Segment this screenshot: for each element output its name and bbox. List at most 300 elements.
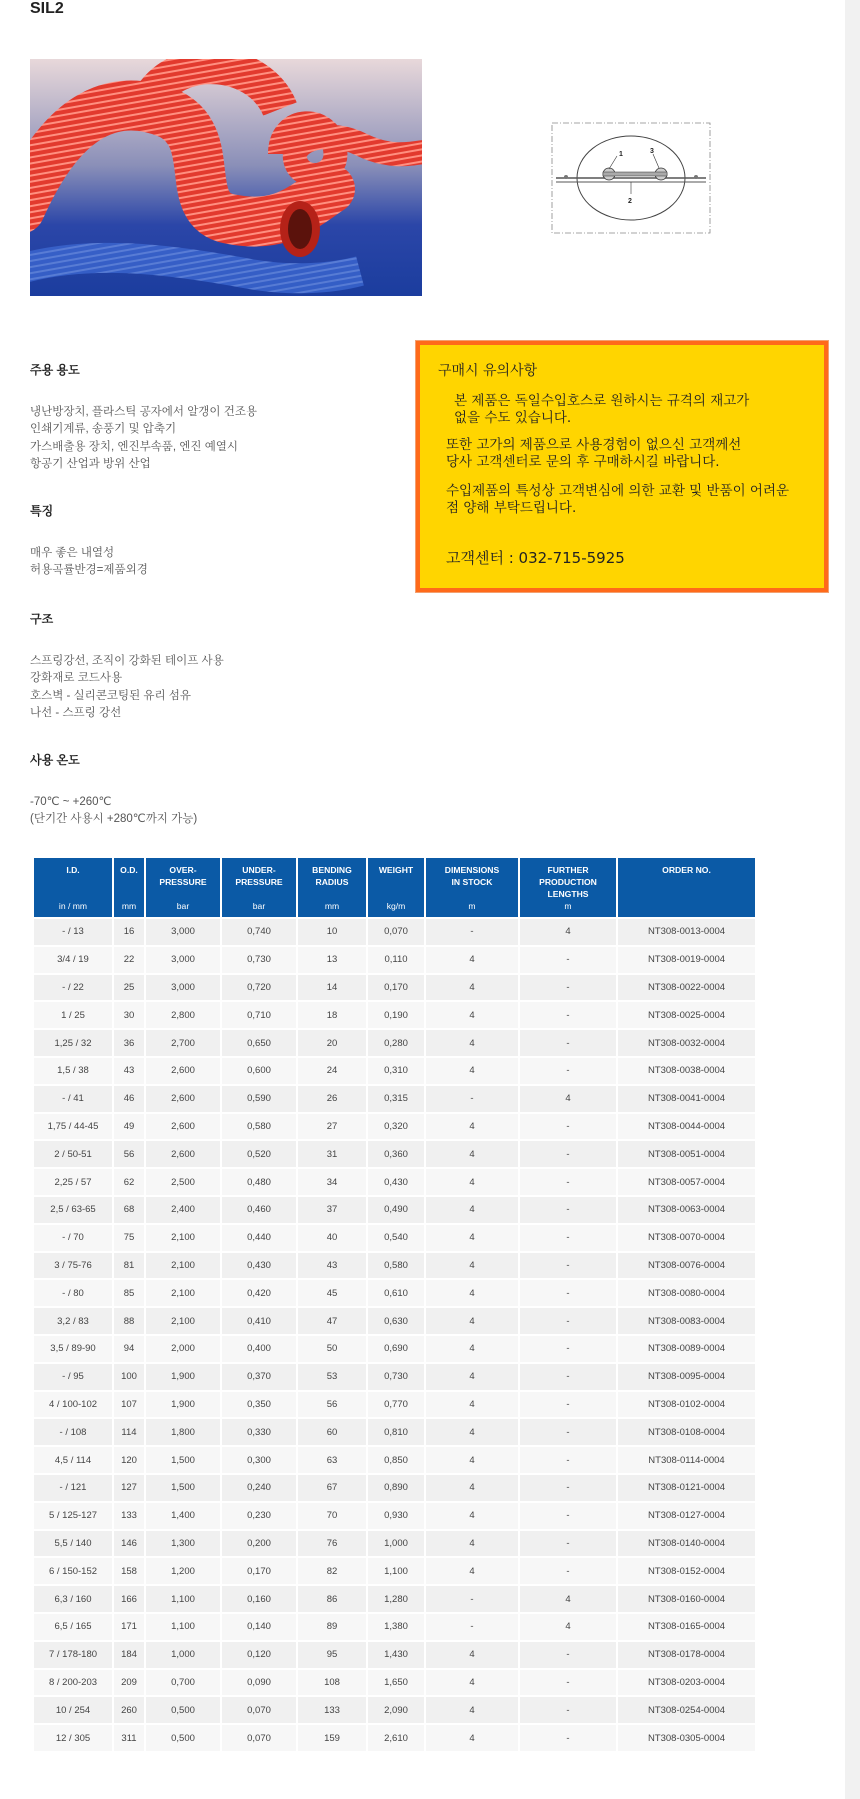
table-cell-id: 12 / 305 — [34, 1725, 112, 1753]
table-cell-further-production-lengths: - — [520, 1558, 616, 1586]
table-cell-order-no: NT308-0063-0004 — [618, 1197, 755, 1225]
table-cell-order-no: NT308-0165-0004 — [618, 1614, 755, 1642]
table-cell-under-pressure: 0,070 — [222, 1697, 296, 1725]
table-cell-id: 5,5 / 140 — [34, 1531, 112, 1559]
column-header-label: ORDER NO. — [662, 865, 711, 875]
table-cell-weight: 0,110 — [368, 947, 424, 975]
table-cell-order-no: NT308-0070-0004 — [618, 1225, 755, 1253]
table-cell-dimensions-in-stock: 4 — [426, 1197, 518, 1225]
table-header-row — [34, 858, 755, 919]
table-cell-over-pressure: 2,700 — [146, 1030, 220, 1058]
table-cell-weight: 1,280 — [368, 1586, 424, 1614]
table-cell-od: 146 — [114, 1531, 144, 1559]
table-cell-id: 2,5 / 63-65 — [34, 1197, 112, 1225]
table-cell-under-pressure: 0,520 — [222, 1141, 296, 1169]
table-cell-od: 43 — [114, 1058, 144, 1086]
table-cell-dimensions-in-stock: 4 — [426, 1280, 518, 1308]
table-row — [34, 1002, 755, 1030]
table-cell-over-pressure: 3,000 — [146, 975, 220, 1003]
column-header-over-pressure — [146, 858, 220, 919]
table-cell-bending-radius: 53 — [298, 1364, 366, 1392]
table-cell-further-production-lengths: - — [520, 1141, 616, 1169]
table-cell-id: 2,25 / 57 — [34, 1169, 112, 1197]
column-header-label: FURTHER PRODUCTION LENGTHS — [539, 865, 597, 899]
table-cell-od: 22 — [114, 947, 144, 975]
column-header-od — [114, 858, 144, 919]
table-cell-further-production-lengths: - — [520, 1280, 616, 1308]
table-row — [34, 947, 755, 975]
table-cell-bending-radius: 27 — [298, 1114, 366, 1142]
section-features — [30, 502, 148, 580]
table-cell-weight: 0,810 — [368, 1419, 424, 1447]
table-cell-under-pressure: 0,420 — [222, 1280, 296, 1308]
table-cell-over-pressure: 1,900 — [146, 1364, 220, 1392]
table-cell-over-pressure: 0,500 — [146, 1725, 220, 1753]
table-cell-further-production-lengths: - — [520, 947, 616, 975]
section-title: 특징 — [30, 504, 54, 518]
table-cell-under-pressure: 0,350 — [222, 1392, 296, 1420]
table-row — [34, 1447, 755, 1475]
notice-line: 없을 수도 있습니다. — [454, 410, 572, 426]
table-cell-over-pressure: 1,100 — [146, 1586, 220, 1614]
table-cell-dimensions-in-stock: 4 — [426, 1642, 518, 1670]
table-cell-weight: 0,315 — [368, 1086, 424, 1114]
table-cell-od: 166 — [114, 1586, 144, 1614]
table-cell-od: 81 — [114, 1253, 144, 1281]
table-cell-order-no: NT308-0178-0004 — [618, 1642, 755, 1670]
table-cell-under-pressure: 0,730 — [222, 947, 296, 975]
table-cell-under-pressure: 0,440 — [222, 1225, 296, 1253]
table-cell-weight: 0,930 — [368, 1503, 424, 1531]
diagram-label-2: 2 — [628, 198, 632, 205]
table-cell-over-pressure: 0,700 — [146, 1670, 220, 1698]
table-cell-id: 1,75 / 44-45 — [34, 1114, 112, 1142]
table-cell-bending-radius: 60 — [298, 1419, 366, 1447]
table-cell-under-pressure: 0,460 — [222, 1197, 296, 1225]
table-cell-weight: 0,690 — [368, 1336, 424, 1364]
table-cell-under-pressure: 0,410 — [222, 1308, 296, 1336]
table-cell-dimensions-in-stock: 4 — [426, 1169, 518, 1197]
table-cell-further-production-lengths: - — [520, 1058, 616, 1086]
table-cell-under-pressure: 0,200 — [222, 1531, 296, 1559]
table-cell-order-no: NT308-0102-0004 — [618, 1392, 755, 1420]
table-row — [34, 1030, 755, 1058]
table-cell-bending-radius: 34 — [298, 1169, 366, 1197]
section-line: 항공기 산업과 방위 산업 — [30, 457, 151, 470]
table-cell-over-pressure: 0,500 — [146, 1697, 220, 1725]
table-cell-bending-radius: 95 — [298, 1642, 366, 1670]
table-cell-under-pressure: 0,070 — [222, 1725, 296, 1753]
table-cell-over-pressure: 2,100 — [146, 1253, 220, 1281]
table-cell-bending-radius: 10 — [298, 919, 366, 947]
table-row — [34, 1697, 755, 1725]
table-cell-dimensions-in-stock: 4 — [426, 947, 518, 975]
column-header-label: UNDER- PRESSURE — [235, 865, 283, 887]
section-line: 스프링강선, 조직이 강화된 테이프 사용 — [30, 655, 224, 667]
column-header-label: OVER- PRESSURE — [159, 865, 207, 887]
product-photo — [30, 59, 422, 296]
table-cell-od: 209 — [114, 1670, 144, 1698]
table-cell-under-pressure: 0,740 — [222, 919, 296, 947]
table-cell-over-pressure: 2,400 — [146, 1197, 220, 1225]
table-row — [34, 1197, 755, 1225]
table-cell-further-production-lengths: - — [520, 1336, 616, 1364]
table-cell-weight: 0,360 — [368, 1141, 424, 1169]
table-cell-bending-radius: 20 — [298, 1030, 366, 1058]
table-cell-bending-radius: 31 — [298, 1141, 366, 1169]
table-cell-weight: 0,730 — [368, 1364, 424, 1392]
section-line: 호스벽 - 실리콘코팅된 유리 섬유 — [30, 689, 192, 702]
table-cell-bending-radius: 47 — [298, 1308, 366, 1336]
table-cell-od: 120 — [114, 1447, 144, 1475]
table-cell-over-pressure: 2,500 — [146, 1169, 220, 1197]
table-cell-further-production-lengths: - — [520, 1697, 616, 1725]
section-line: 강화재로 코드사용 — [30, 672, 123, 685]
table-cell-od: 171 — [114, 1614, 144, 1642]
table-cell-over-pressure: 2,100 — [146, 1308, 220, 1336]
page-scroll-margin — [845, 0, 860, 1799]
table-cell-dimensions-in-stock: 4 — [426, 1419, 518, 1447]
table-cell-further-production-lengths: - — [520, 1197, 616, 1225]
table-cell-order-no: NT308-0203-0004 — [618, 1670, 755, 1698]
table-cell-further-production-lengths: - — [520, 1364, 616, 1392]
table-cell-bending-radius: 133 — [298, 1697, 366, 1725]
table-cell-id: 3/4 / 19 — [34, 947, 112, 975]
table-cell-order-no: NT308-0140-0004 — [618, 1531, 755, 1559]
table-cell-dimensions-in-stock: 4 — [426, 975, 518, 1003]
section-structure — [30, 610, 224, 722]
customer-center-phone: 고객센터 : 032-715-5925 — [446, 549, 625, 567]
table-cell-over-pressure: 1,900 — [146, 1392, 220, 1420]
table-cell-od: 85 — [114, 1280, 144, 1308]
table-cell-id: 2 / 50-51 — [34, 1141, 112, 1169]
table-cell-over-pressure: 2,600 — [146, 1086, 220, 1114]
table-cell-over-pressure: 2,600 — [146, 1141, 220, 1169]
table-cell-dimensions-in-stock: 4 — [426, 1392, 518, 1420]
table-cell-under-pressure: 0,600 — [222, 1058, 296, 1086]
table-cell-under-pressure: 0,330 — [222, 1419, 296, 1447]
table-cell-weight: 0,850 — [368, 1447, 424, 1475]
table-cell-bending-radius: 82 — [298, 1558, 366, 1586]
table-cell-od: 49 — [114, 1114, 144, 1142]
table-row — [34, 1114, 755, 1142]
table-cell-further-production-lengths: 4 — [520, 1086, 616, 1114]
table-cell-further-production-lengths: - — [520, 1475, 616, 1503]
table-cell-under-pressure: 0,140 — [222, 1614, 296, 1642]
section-usage — [30, 361, 257, 473]
table-row — [34, 1253, 755, 1281]
table-cell-order-no: NT308-0083-0004 — [618, 1308, 755, 1336]
table-cell-id: 4 / 100-102 — [34, 1392, 112, 1420]
table-cell-bending-radius: 37 — [298, 1197, 366, 1225]
table-cell-further-production-lengths: - — [520, 1169, 616, 1197]
table-cell-bending-radius: 43 — [298, 1253, 366, 1281]
table-cell-id: - / 70 — [34, 1225, 112, 1253]
table-cell-order-no: NT308-0127-0004 — [618, 1503, 755, 1531]
table-row — [34, 1336, 755, 1364]
table-row — [34, 1558, 755, 1586]
section-line: (단기간 사용시 +280℃까지 가능) — [30, 813, 198, 826]
table-row — [34, 1725, 755, 1753]
table-cell-dimensions-in-stock: 4 — [426, 1503, 518, 1531]
section-line: 냉난방장치, 플라스틱 공자에서 알갱이 건조용 — [30, 406, 258, 418]
table-cell-order-no: NT308-0013-0004 — [618, 919, 755, 947]
table-cell-over-pressure: 2,800 — [146, 1002, 220, 1030]
table-cell-id: - / 80 — [34, 1280, 112, 1308]
table-cell-under-pressure: 0,160 — [222, 1586, 296, 1614]
table-row — [34, 1086, 755, 1114]
table-cell-weight: 0,280 — [368, 1030, 424, 1058]
section-line: -70℃ ~ +260℃ — [30, 796, 112, 808]
table-cell-weight: 0,610 — [368, 1280, 424, 1308]
table-cell-further-production-lengths: - — [520, 1392, 616, 1420]
table-row — [34, 975, 755, 1003]
table-cell-under-pressure: 0,480 — [222, 1169, 296, 1197]
table-cell-weight: 1,000 — [368, 1531, 424, 1559]
table-cell-dimensions-in-stock: - — [426, 1086, 518, 1114]
notice-line: 점 양해 부탁드립니다. — [446, 500, 577, 516]
table-cell-weight: 1,430 — [368, 1642, 424, 1670]
table-cell-weight: 0,320 — [368, 1114, 424, 1142]
section-title: 주용 용도 — [30, 363, 80, 377]
table-row — [34, 1364, 755, 1392]
purchase-notice-box — [416, 341, 828, 592]
table-cell-order-no: NT308-0076-0004 — [618, 1253, 755, 1281]
table-row — [34, 1058, 755, 1086]
spec-table — [32, 858, 757, 1753]
table-cell-bending-radius: 63 — [298, 1447, 366, 1475]
table-cell-further-production-lengths: - — [520, 1447, 616, 1475]
table-cell-under-pressure: 0,430 — [222, 1253, 296, 1281]
table-cell-over-pressure: 1,500 — [146, 1475, 220, 1503]
table-cell-further-production-lengths: - — [520, 1114, 616, 1142]
table-cell-weight: 1,650 — [368, 1670, 424, 1698]
table-cell-dimensions-in-stock: 4 — [426, 1364, 518, 1392]
table-cell-under-pressure: 0,650 — [222, 1030, 296, 1058]
table-cell-weight: 0,190 — [368, 1002, 424, 1030]
column-header-unit: bar — [252, 901, 266, 911]
table-cell-over-pressure: 2,100 — [146, 1280, 220, 1308]
table-row — [34, 1670, 755, 1698]
table-cell-id: 1,25 / 32 — [34, 1030, 112, 1058]
table-cell-id: 4,5 / 114 — [34, 1447, 112, 1475]
table-cell-over-pressure: 1,400 — [146, 1503, 220, 1531]
table-cell-od: 88 — [114, 1308, 144, 1336]
table-cell-order-no: NT308-0305-0004 — [618, 1725, 755, 1753]
table-cell-id: 3 / 75-76 — [34, 1253, 112, 1281]
table-cell-id: 6,5 / 165 — [34, 1614, 112, 1642]
notice-line: 본 제품은 독일수입호스로 원하시는 규격의 재고가 — [454, 393, 750, 409]
table-cell-id: 6 / 150-152 — [34, 1558, 112, 1586]
table-cell-under-pressure: 0,090 — [222, 1670, 296, 1698]
table-cell-weight: 1,380 — [368, 1614, 424, 1642]
table-cell-dimensions-in-stock: 4 — [426, 1225, 518, 1253]
table-cell-order-no: NT308-0044-0004 — [618, 1114, 755, 1142]
table-cell-over-pressure: 1,200 — [146, 1558, 220, 1586]
table-cell-under-pressure: 0,590 — [222, 1086, 296, 1114]
table-cell-further-production-lengths: - — [520, 1002, 616, 1030]
table-cell-further-production-lengths: 4 — [520, 1586, 616, 1614]
table-cell-dimensions-in-stock: - — [426, 1586, 518, 1614]
table-cell-order-no: NT308-0057-0004 — [618, 1169, 755, 1197]
table-cell-od: 36 — [114, 1030, 144, 1058]
table-cell-further-production-lengths: - — [520, 1308, 616, 1336]
table-cell-bending-radius: 89 — [298, 1614, 366, 1642]
table-cell-bending-radius: 67 — [298, 1475, 366, 1503]
table-cell-bending-radius: 45 — [298, 1280, 366, 1308]
section-line: 허용곡률반경=제품외경 — [30, 564, 148, 577]
column-header-unit: mm — [324, 901, 340, 911]
table-cell-over-pressure: 3,000 — [146, 947, 220, 975]
table-cell-further-production-lengths: - — [520, 1725, 616, 1753]
table-cell-dimensions-in-stock: 4 — [426, 1114, 518, 1142]
table-cell-further-production-lengths: - — [520, 1225, 616, 1253]
column-header-unit: in / mm — [58, 901, 88, 911]
table-cell-order-no: NT308-0032-0004 — [618, 1030, 755, 1058]
table-cell-weight: 1,100 — [368, 1558, 424, 1586]
table-cell-under-pressure: 0,580 — [222, 1114, 296, 1142]
table-cell-od: 30 — [114, 1002, 144, 1030]
table-cell-under-pressure: 0,710 — [222, 1002, 296, 1030]
table-cell-id: 7 / 178-180 — [34, 1642, 112, 1670]
table-row — [34, 1642, 755, 1670]
table-cell-dimensions-in-stock: 4 — [426, 1558, 518, 1586]
column-header-label: O.D. — [120, 865, 138, 875]
table-row — [34, 1141, 755, 1169]
column-header-dimensions-in-stock — [426, 858, 518, 919]
table-row — [34, 919, 755, 947]
notice-line: 또한 고가의 제품으로 사용경험이 없으신 고객께선 — [446, 437, 742, 453]
table-cell-order-no: NT308-0051-0004 — [618, 1141, 755, 1169]
table-cell-id: - / 22 — [34, 975, 112, 1003]
table-cell-od: 94 — [114, 1336, 144, 1364]
table-cell-under-pressure: 0,170 — [222, 1558, 296, 1586]
table-cell-further-production-lengths: - — [520, 1642, 616, 1670]
table-cell-od: 127 — [114, 1475, 144, 1503]
notice-line: 당사 고객센터로 문의 후 구매하시길 바랍니다. — [446, 454, 720, 470]
table-cell-under-pressure: 0,720 — [222, 975, 296, 1003]
table-cell-dimensions-in-stock: 4 — [426, 1697, 518, 1725]
table-cell-further-production-lengths: - — [520, 1419, 616, 1447]
table-cell-bending-radius: 159 — [298, 1725, 366, 1753]
table-cell-weight: 2,610 — [368, 1725, 424, 1753]
table-cell-id: 3,5 / 89-90 — [34, 1336, 112, 1364]
table-cell-od: 75 — [114, 1225, 144, 1253]
notice-line: 수입제품의 특성상 고객변심에 의한 교환 및 반품이 어려운 — [446, 483, 790, 499]
table-cell-over-pressure: 2,600 — [146, 1058, 220, 1086]
table-cell-weight: 0,490 — [368, 1197, 424, 1225]
column-header-bending-radius — [298, 858, 366, 919]
table-row — [34, 1586, 755, 1614]
table-cell-od: 68 — [114, 1197, 144, 1225]
table-cell-dimensions-in-stock: 4 — [426, 1058, 518, 1086]
table-cell-over-pressure: 1,100 — [146, 1614, 220, 1642]
table-row — [34, 1419, 755, 1447]
table-cell-od: 100 — [114, 1364, 144, 1392]
table-cell-under-pressure: 0,230 — [222, 1503, 296, 1531]
table-cell-id: 6,3 / 160 — [34, 1586, 112, 1614]
table-cell-id: 1 / 25 — [34, 1002, 112, 1030]
column-header-id — [34, 858, 112, 919]
table-cell-bending-radius: 40 — [298, 1225, 366, 1253]
table-cell-bending-radius: 24 — [298, 1058, 366, 1086]
table-cell-order-no: NT308-0022-0004 — [618, 975, 755, 1003]
table-cell-dimensions-in-stock: 4 — [426, 1030, 518, 1058]
table-cell-further-production-lengths: - — [520, 1503, 616, 1531]
table-cell-bending-radius: 50 — [298, 1336, 366, 1364]
table-cell-order-no: NT308-0108-0004 — [618, 1419, 755, 1447]
table-row — [34, 1225, 755, 1253]
table-cell-bending-radius: 13 — [298, 947, 366, 975]
table-cell-order-no: NT308-0025-0004 — [618, 1002, 755, 1030]
table-cell-weight: 0,540 — [368, 1225, 424, 1253]
table-cell-further-production-lengths: - — [520, 1670, 616, 1698]
table-cell-id: - / 13 — [34, 919, 112, 947]
section-line: 매우 좋은 내열성 — [30, 547, 115, 559]
notice-title: 구매시 유의사항 — [438, 363, 538, 379]
table-cell-over-pressure: 2,000 — [146, 1336, 220, 1364]
column-header-label: DIMENSIONS IN STOCK — [444, 865, 500, 887]
column-header-label: WEIGHT — [378, 865, 414, 875]
table-cell-under-pressure: 0,300 — [222, 1447, 296, 1475]
table-cell-over-pressure: 2,100 — [146, 1225, 220, 1253]
section-title: 구조 — [30, 612, 54, 626]
table-body — [34, 919, 755, 1753]
table-cell-order-no: NT308-0095-0004 — [618, 1364, 755, 1392]
table-cell-od: 158 — [114, 1558, 144, 1586]
table-row — [34, 1169, 755, 1197]
column-header-further-production-lengths — [520, 858, 616, 919]
table-cell-od: 16 — [114, 919, 144, 947]
table-cell-order-no: NT308-0121-0004 — [618, 1475, 755, 1503]
diagram-label-3: 3 — [650, 148, 654, 155]
table-cell-order-no: NT308-0089-0004 — [618, 1336, 755, 1364]
diagram-label-1: 1 — [619, 151, 623, 158]
column-header-unit: bar — [176, 901, 190, 911]
column-header-label: I.D. — [66, 865, 80, 875]
section-line: 가스배출용 장치, 엔진부속품, 엔진 예열시 — [30, 440, 239, 453]
table-cell-further-production-lengths: - — [520, 1531, 616, 1559]
table-cell-further-production-lengths: - — [520, 1253, 616, 1281]
table-cell-weight: 2,090 — [368, 1697, 424, 1725]
table-cell-dimensions-in-stock: 4 — [426, 1336, 518, 1364]
table-cell-order-no: NT308-0019-0004 — [618, 947, 755, 975]
table-cell-order-no: NT308-0038-0004 — [618, 1058, 755, 1086]
table-cell-id: - / 108 — [34, 1419, 112, 1447]
table-row — [34, 1392, 755, 1420]
table-cell-dimensions-in-stock: 4 — [426, 1447, 518, 1475]
table-cell-id: 1,5 / 38 — [34, 1058, 112, 1086]
table-cell-over-pressure: 1,500 — [146, 1447, 220, 1475]
column-header-unit: kg/m — [386, 901, 406, 911]
table-cell-bending-radius: 108 — [298, 1670, 366, 1698]
table-cell-bending-radius: 56 — [298, 1392, 366, 1420]
table-cell-id: 8 / 200-203 — [34, 1670, 112, 1698]
table-cell-over-pressure: 1,800 — [146, 1419, 220, 1447]
table-cell-order-no: NT308-0160-0004 — [618, 1586, 755, 1614]
table-cell-dimensions-in-stock: 4 — [426, 1002, 518, 1030]
table-cell-od: 46 — [114, 1086, 144, 1114]
table-cell-weight: 0,770 — [368, 1392, 424, 1420]
column-header-unit: mm — [121, 901, 137, 911]
table-cell-dimensions-in-stock: 4 — [426, 1253, 518, 1281]
table-cell-further-production-lengths: 4 — [520, 1614, 616, 1642]
table-cell-bending-radius: 76 — [298, 1531, 366, 1559]
table-cell-id: - / 121 — [34, 1475, 112, 1503]
table-cell-weight: 0,170 — [368, 975, 424, 1003]
table-cell-bending-radius: 18 — [298, 1002, 366, 1030]
table-cell-dimensions-in-stock: - — [426, 919, 518, 947]
